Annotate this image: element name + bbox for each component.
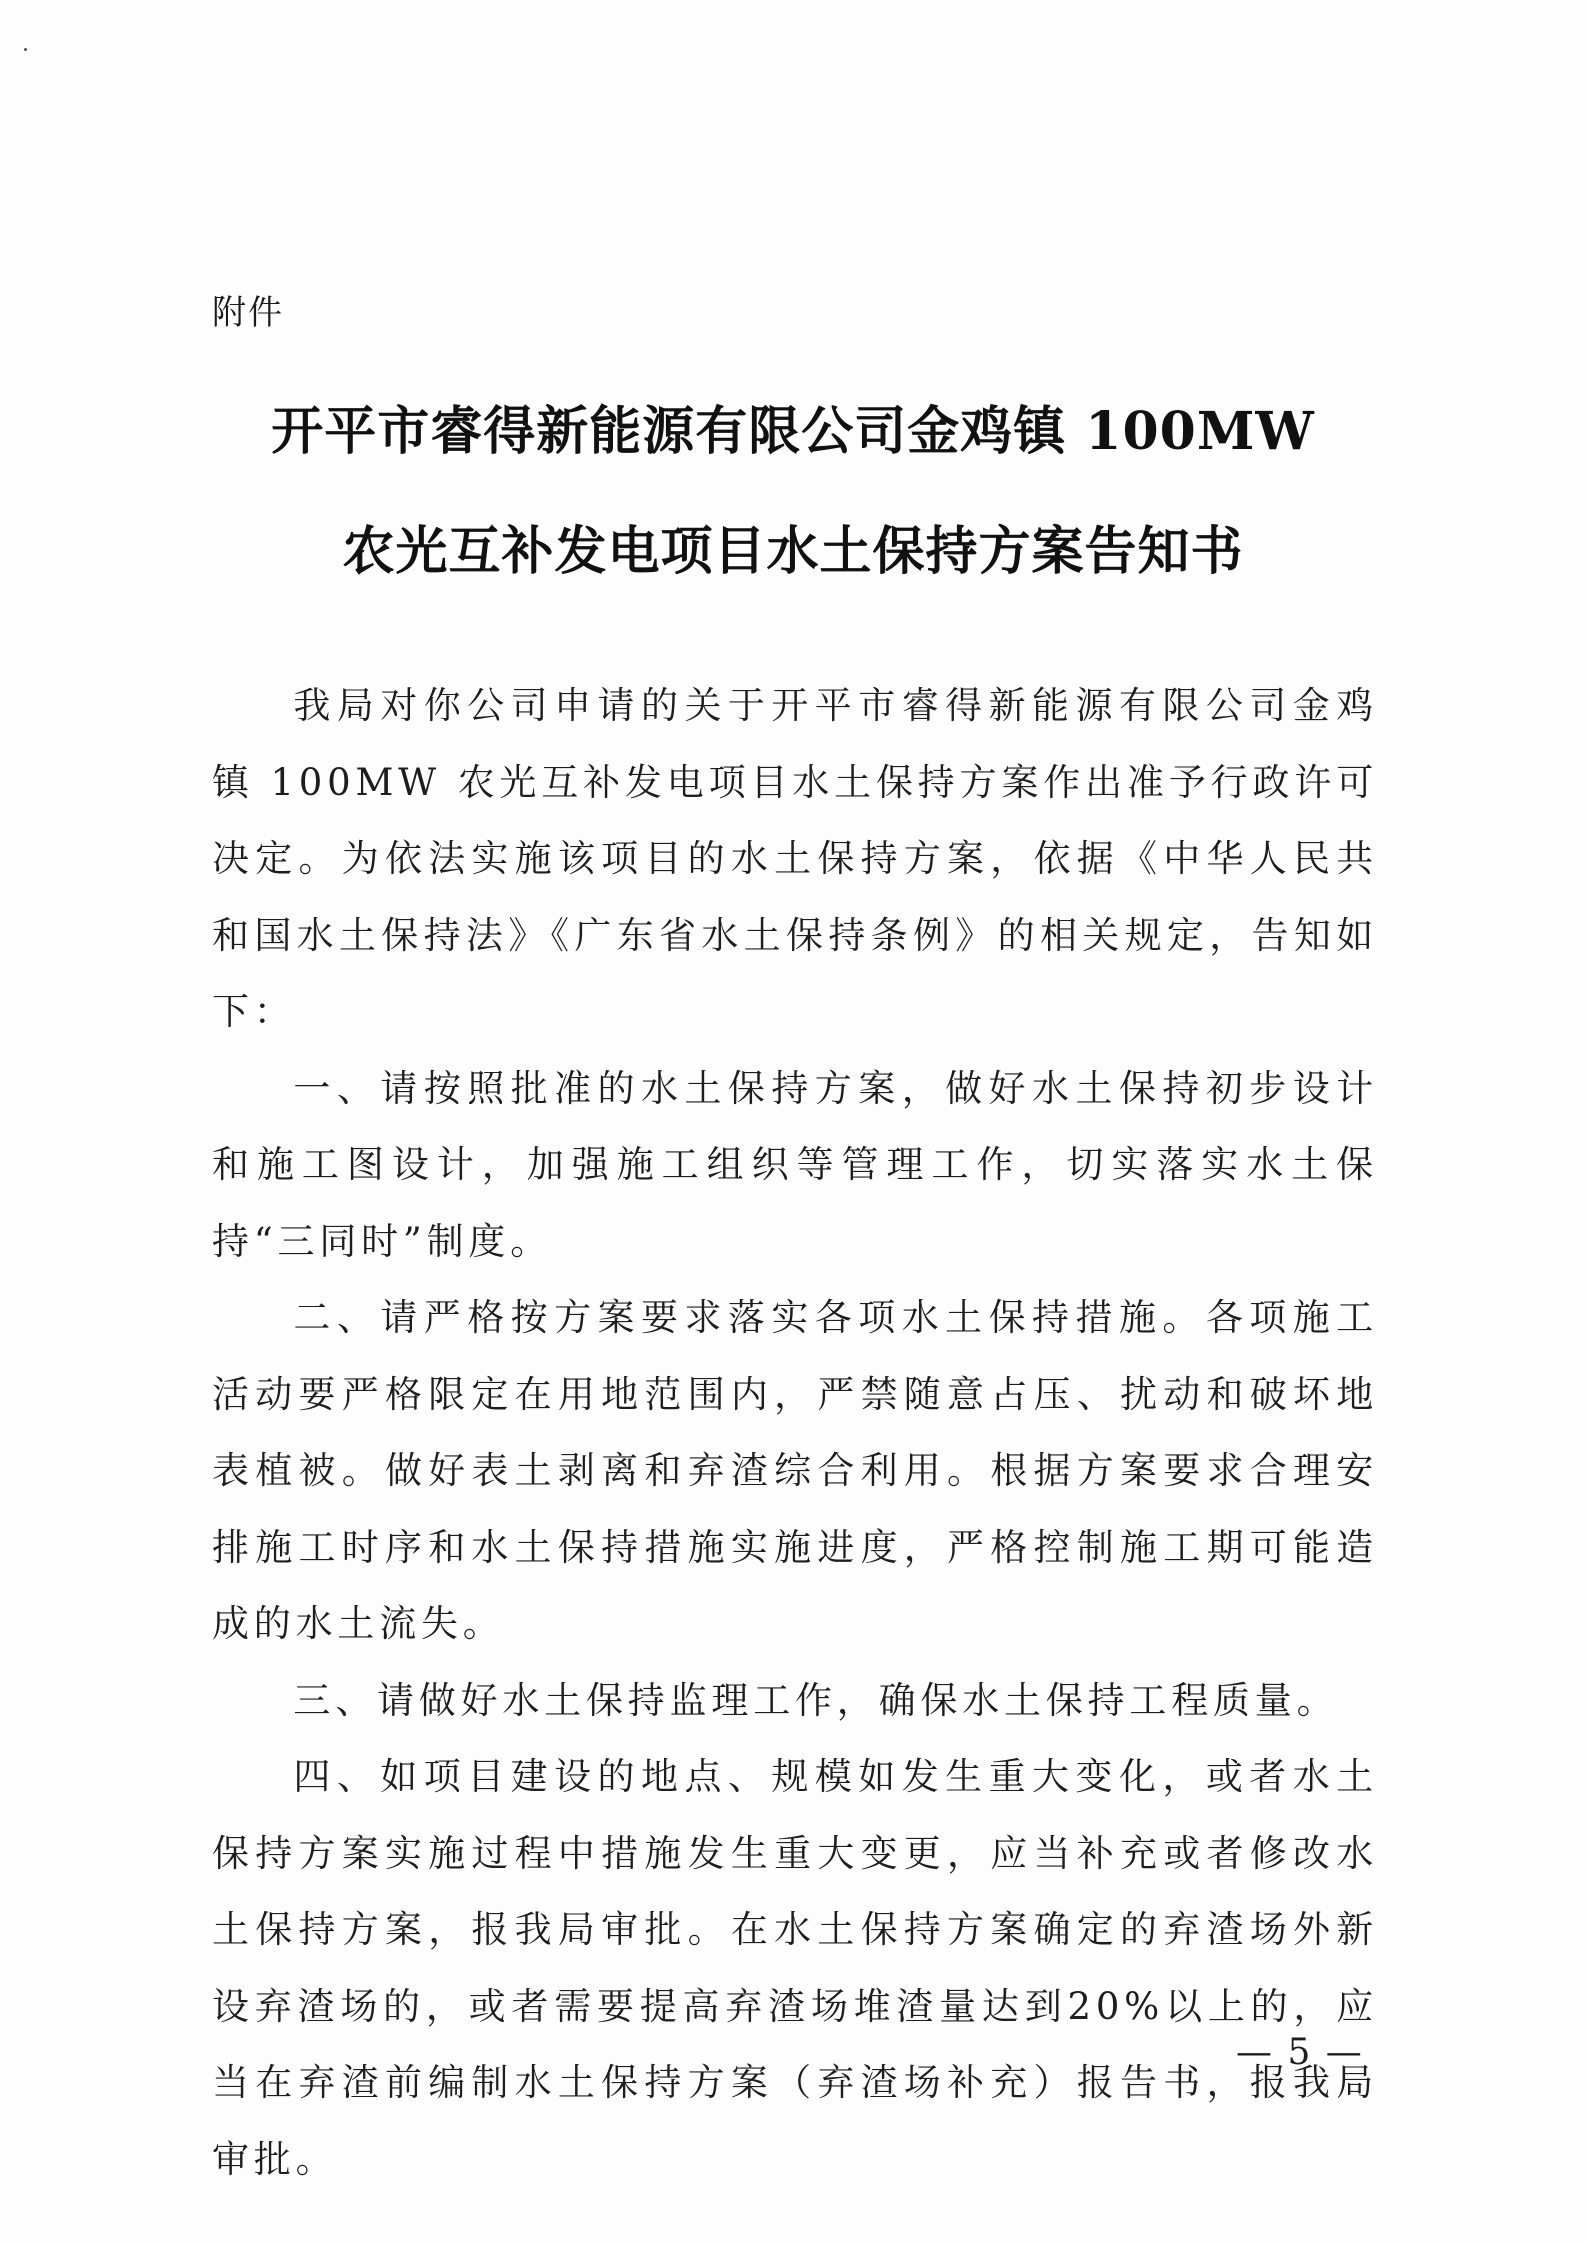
page-number: — 5 —	[1236, 2032, 1364, 2073]
paragraph-item-3: 三、请做好水土保持监理工作，确保水土保持工程质量。	[293, 1678, 1339, 1722]
paragraph-item-4: 四、如项目建设的地点、规模如发生重大变化，或者水土保持方案实施过程中措施发生重大变更，应当补充或者修改水土保持方案，报我局审批。在水土保持方案确定的弃渣场外新设弃渣场的，或者需要提高弃渣场堆渣量达到20%以上的，应当在弃渣前编制水土保持方案（弃渣场补充）报告书，报我局审批。	[212, 1755, 1378, 2181]
attachment-label: 附件	[212, 293, 284, 333]
document-title	[160, 372, 1426, 612]
paragraph-item-2: 二、请严格按方案要求落实各项水土保持措施。各项施工活动要严格限定在用地范围内，严禁随意占压、扰动和破坏地表植被。做好表土剥离和弃渣综合利用。根据方案要求合理安排施工时序和水土保持措施实施进度，严格控制施工期可能造成的水土流失。	[212, 1296, 1378, 1645]
title-line-1: 开平市睿得新能源有限公司金鸡镇 100MW	[271, 401, 1315, 462]
scan-speck	[24, 48, 27, 51]
paragraph-intro: 我局对你公司申请的关于开平市睿得新能源有限公司金鸡镇 100MW 农光互补发电项目水土保持方案作出准予行政许可决定。为依法实施该项目的水土保持方案，依据《中华人民共和国水土保持法》《广东省水土保持条例》的相关规定，告知如下：	[212, 684, 1378, 1033]
document-body	[212, 668, 1378, 2198]
paragraph-item-1: 一、请按照批准的水土保持方案，做好水土保持初步设计和施工图设计，加强施工组织等管理工作，切实落实水土保持“三同时”制度。	[212, 1066, 1378, 1263]
title-line-2: 农光互补发电项目水土保持方案告知书	[342, 521, 1244, 582]
